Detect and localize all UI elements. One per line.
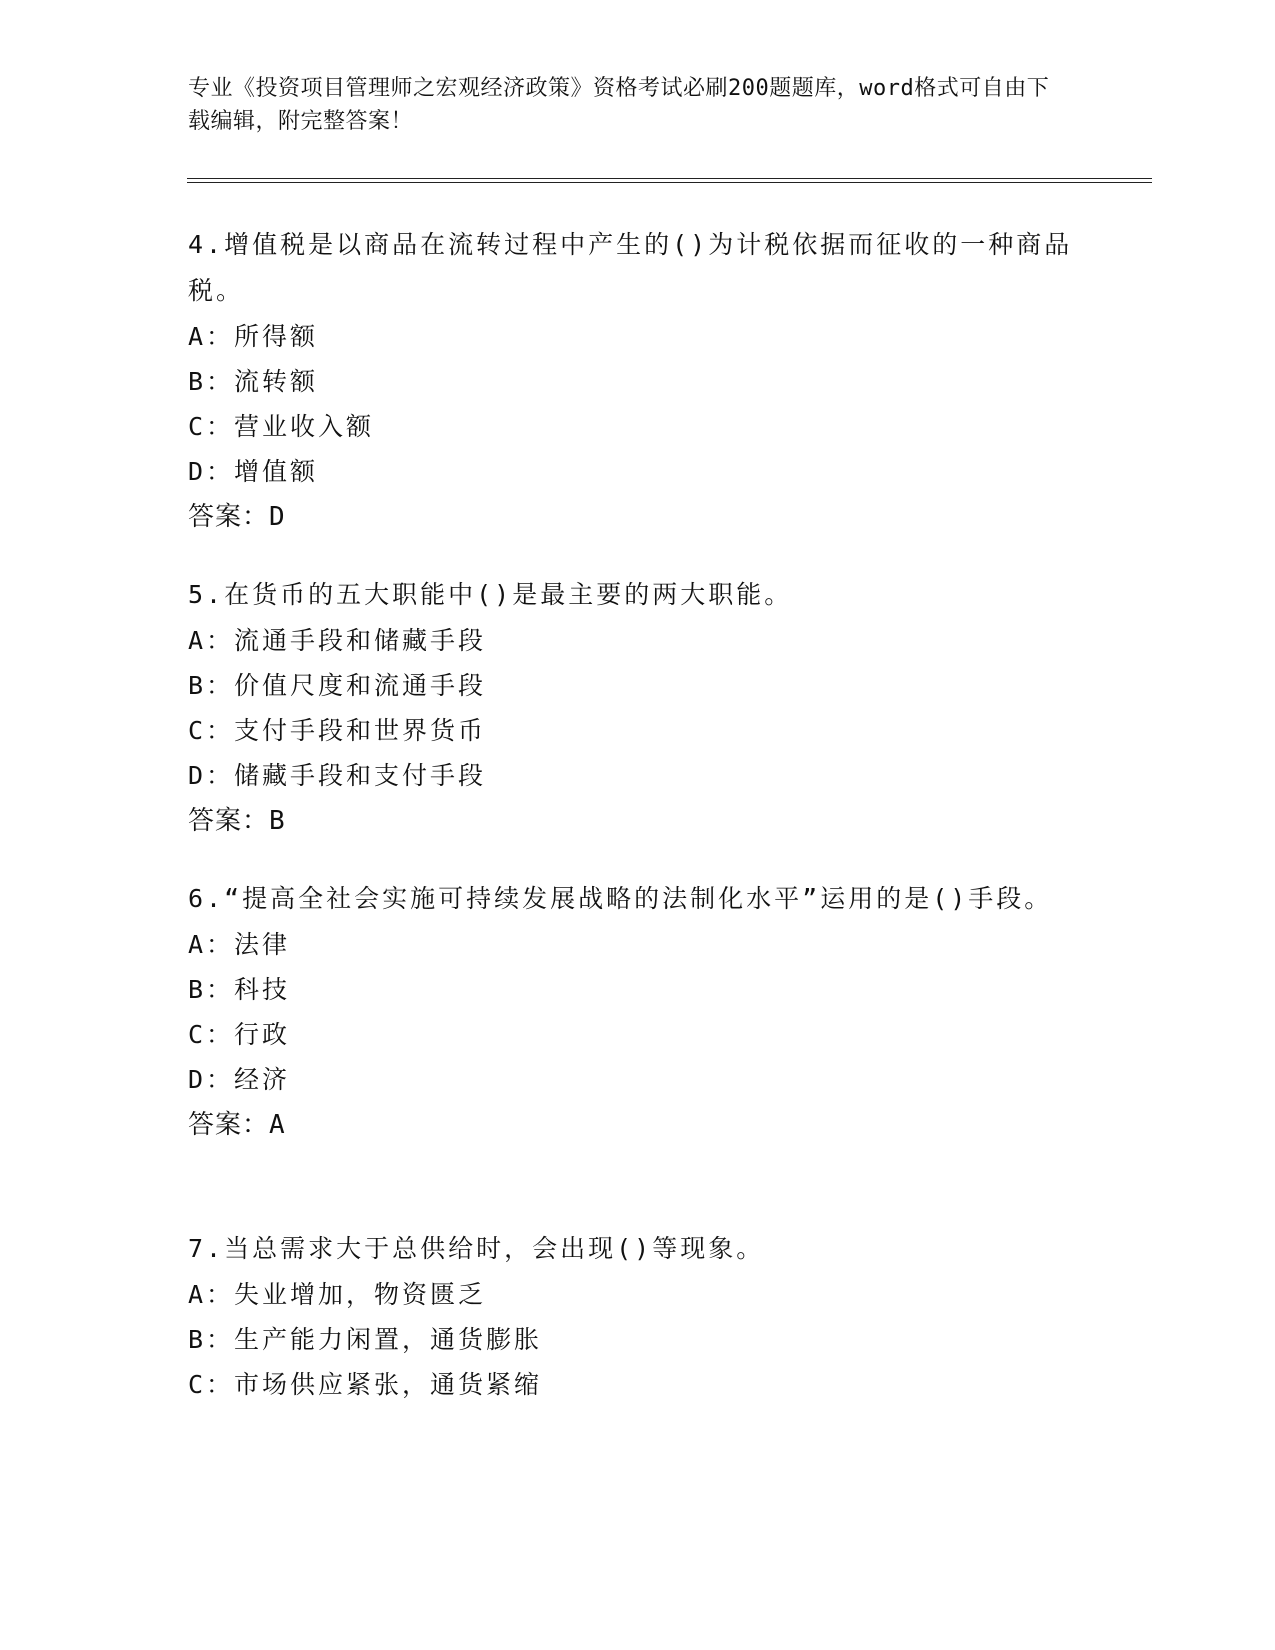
question-block (188, 1226, 1088, 1407)
question-option-c: C：支付手段和世界货币 (188, 716, 487, 745)
question-option-a: A：所得额 (188, 322, 319, 351)
document-intro: 专业《投资项目管理师之宏观经济政策》资格考试必刷200题题库，word格式可自由下载编辑，附完整答案！ (188, 76, 1050, 134)
question-block (188, 222, 1088, 540)
question-stem: 7.当总需求大于总供给时，会出现()等现象。 (188, 1234, 765, 1263)
question-stem: 5.在货币的五大职能中()是最主要的两大职能。 (188, 580, 793, 609)
question-option-b: B：科技 (188, 975, 291, 1004)
question-block (188, 876, 1088, 1148)
question-option-a: A：失业增加，物资匮乏 (188, 1280, 487, 1309)
question-option-a: A：法律 (188, 930, 291, 959)
question-option-c: C：营业收入额 (188, 412, 375, 441)
question-option-b: B：流转额 (188, 367, 319, 396)
answer-label: 答案： (188, 806, 270, 836)
header-divider (187, 178, 1152, 183)
answer-value: B (269, 806, 286, 836)
question-option-a: A：流通手段和储藏手段 (188, 626, 487, 655)
question-option-c: C：行政 (188, 1020, 291, 1049)
question-option-c: C：市场供应紧张，通货紧缩 (188, 1370, 543, 1399)
question-option-d: D：增值额 (188, 457, 319, 486)
question-option-d: D：经济 (188, 1065, 291, 1094)
question-block (188, 572, 1088, 844)
answer-label: 答案： (188, 502, 270, 532)
answer-label: 答案： (188, 1110, 270, 1140)
question-option-b: B：生产能力闲置，通货膨胀 (188, 1325, 543, 1354)
question-answer (188, 1102, 1088, 1148)
question-stem: 6.“提高全社会实施可持续发展战略的法制化水平”运用的是()手段。 (188, 884, 1053, 913)
answer-value: D (269, 502, 286, 532)
answer-value: A (269, 1110, 286, 1140)
question-answer (188, 494, 1088, 540)
question-answer (188, 798, 1088, 844)
question-option-b: B：价值尺度和流通手段 (188, 671, 487, 700)
question-option-d: D：储藏手段和支付手段 (188, 761, 487, 790)
question-stem: 4.增值税是以商品在流转过程中产生的()为计税依据而征收的一种商品税。 (188, 230, 1073, 305)
